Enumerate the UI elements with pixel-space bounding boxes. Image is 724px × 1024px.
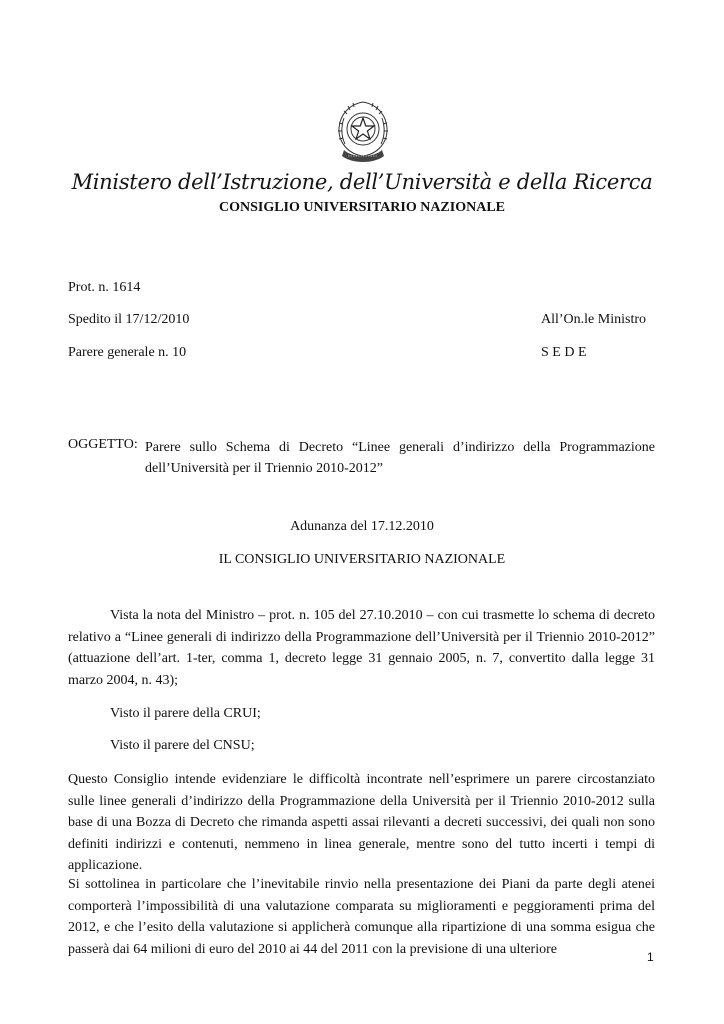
subject-label: OGGETTO:	[68, 437, 138, 452]
meeting-date: Adunanza del 17.12.2010	[290, 519, 434, 534]
body-paragraph-3: Si sottolinea in particolare che l’inevitabile rinvio nella presentazione dei Piani da parte degli atenei comporterà l’impossibilità di una valutazione comparata su miglioramenti e peggioramenti prima del 2012, e che l’esito della valutazione si applicherà comunque alla ripartizione di una somma esigua che passerà dai 64 milioni di euro del 2010 ai 44 del 2011 con la previsione di una ulteriore	[68, 877, 655, 957]
council-heading: CONSIGLIO UNIVERSITARIO NAZIONALE	[218, 200, 506, 215]
subject-text: Parere sullo Schema di Decreto “Linee generali d’indirizzo della Programmazione dell’Università per il Triennio 2010-2012”	[145, 440, 655, 476]
sent-date: Spedito il 17/12/2010	[68, 312, 190, 327]
ministry-heading: Ministero dell’Istruzione, dell’Università e della Ricerca	[71, 170, 653, 194]
recipient: All’On.le Ministro	[541, 312, 646, 327]
council-title: IL CONSIGLIO UNIVERSITARIO NAZIONALE	[218, 552, 506, 567]
page-number: 1	[647, 950, 654, 964]
body-paragraph-2: Questo Consiglio intende evidenziare le difficoltà incontrate nell’esprimere un parere circostanziato sulle linee generali d’indirizzo della Programmazione della Università per il Triennio 2010-2012 sulla base di una Bozza di Decreto che rimanda aspetti assai rilevanti a decreti successivi, dei quali non sono definiti indirizzi e contenuti, nemmeno in linea generale, mentre sono del tutto incerti i tempi di applicazione.	[68, 772, 655, 874]
visto-cnsu: Visto il parere del CNSU;	[110, 738, 255, 753]
visto-crui: Visto il parere della CRUI;	[110, 706, 261, 721]
recipient-location: S E D E	[541, 345, 587, 360]
body-paragraph-1: Vista la nota del Ministro – prot. n. 105 del 27.10.2010 – con cui trasmette lo schema di decreto relativo a “Linee generali di indirizzo della Programmazione dell’Università per il Triennio 2010-2012” (attuazione dell’art. 1-ter, comma 1, decreto legge 31 gennaio 2005, n. 7, convertito dalla legge 31 marzo 2004, n. 43);	[68, 608, 655, 688]
protocol-number: Prot. n. 1614	[68, 280, 141, 295]
italian-republic-emblem-icon	[332, 98, 394, 166]
opinion-number: Parere generale n. 10	[68, 345, 187, 360]
